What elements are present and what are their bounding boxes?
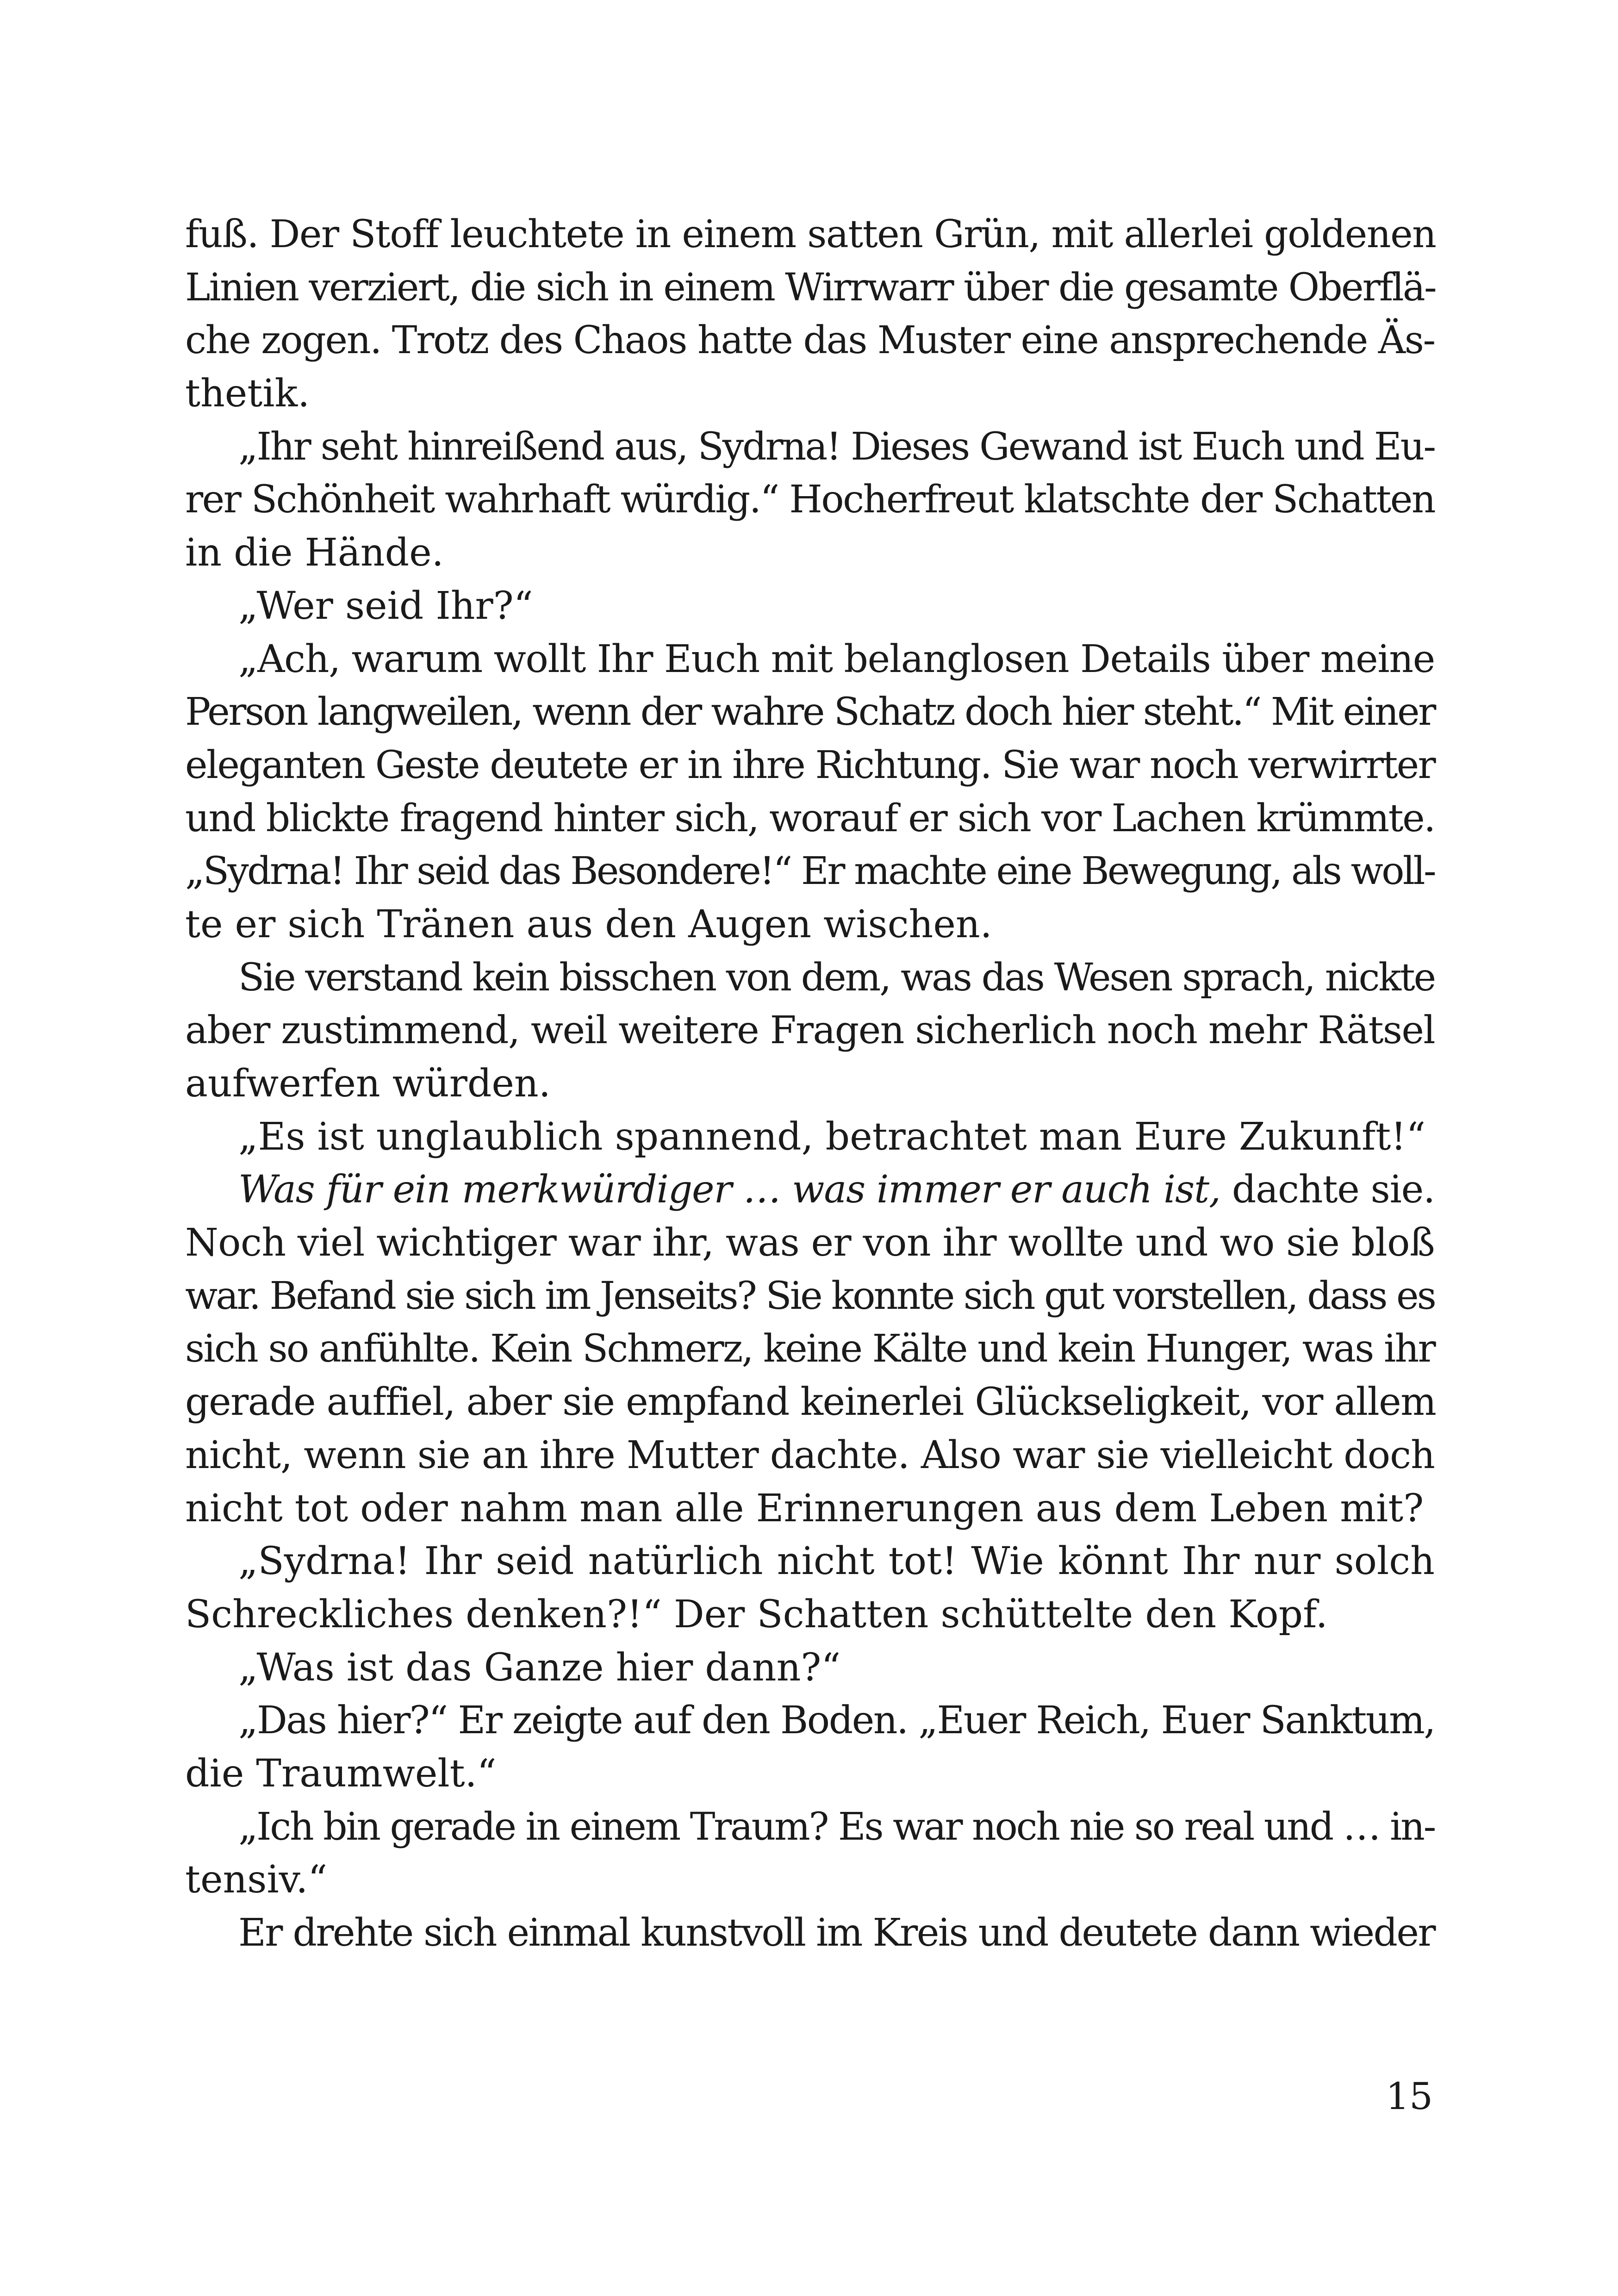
line-text: Person langweilen, wenn der wahre Schatz doch hier steht.“ Mit einer bbox=[185, 690, 1435, 734]
line-text: „Ihr seht hinreißend aus, Sydrna! Dieses Gewand ist Euch und Eu- bbox=[238, 424, 1435, 469]
line-text: Noch viel wichtiger war ihr, was er von ihr wollte und wo sie bloß bbox=[185, 1221, 1435, 1265]
line-text: war. Befand sie sich im Jenseits? Sie konnte sich gut vorstellen, dass es bbox=[185, 1274, 1435, 1318]
line-text: Linien verziert, die sich in einem Wirrwarr über die gesamte Oberflä- bbox=[185, 265, 1436, 310]
text-line bbox=[185, 792, 1435, 846]
line-text: che zogen. Trotz des Chaos hatte das Muster eine ansprechende Äs- bbox=[185, 318, 1435, 363]
text-line bbox=[185, 1323, 1435, 1376]
line-text: eleganten Geste deutete er in ihre Richtung. Sie war noch verwirrter bbox=[185, 743, 1435, 787]
line-text: „Was ist das Ganze hier dann?“ bbox=[238, 1645, 841, 1690]
text-line bbox=[185, 1588, 1435, 1642]
text-line bbox=[185, 527, 1435, 580]
line-text: fuß. Der Stoff leuchtete in einem satten Grün, mit allerlei goldenen bbox=[185, 212, 1436, 256]
text-line bbox=[185, 473, 1435, 527]
line-text: „Sydrna! Ihr seid das Besondere!“ Er machte eine Bewegung, als woll- bbox=[185, 849, 1435, 894]
text-line bbox=[185, 1642, 1435, 1695]
text-line bbox=[185, 739, 1435, 792]
line-text: aufwerfen würden. bbox=[185, 1062, 551, 1106]
text-line bbox=[185, 1111, 1435, 1164]
text-line bbox=[185, 1376, 1435, 1429]
line-text: die Traumwelt.“ bbox=[185, 1751, 497, 1796]
line-text: dachte sie. bbox=[1220, 1168, 1435, 1212]
text-line bbox=[185, 1429, 1435, 1482]
line-text: Er drehte sich einmal kunstvoll im Kreis und deutete dann wieder bbox=[238, 1911, 1435, 1955]
text-line bbox=[185, 314, 1435, 367]
text-line bbox=[185, 1058, 1435, 1111]
text-line bbox=[185, 1270, 1435, 1323]
text-line bbox=[185, 845, 1435, 898]
line-text: „Das hier?“ Er zeigte auf den Boden. „Euer Reich, Euer Sanktum, bbox=[238, 1699, 1435, 1743]
text-line bbox=[185, 580, 1435, 633]
text-line bbox=[185, 1217, 1435, 1270]
text-line bbox=[185, 1854, 1435, 1907]
text-line bbox=[185, 898, 1435, 952]
text-line bbox=[185, 367, 1435, 421]
text-line bbox=[185, 1748, 1435, 1801]
body-text bbox=[185, 208, 1435, 1960]
line-text: aber zustimmend, weil weitere Fragen sicherlich noch mehr Rätsel bbox=[185, 1008, 1435, 1053]
italic-thought: Was für ein merkwürdiger … was immer er auch ist, bbox=[238, 1168, 1220, 1212]
page-number: 15 bbox=[1386, 2075, 1433, 2118]
text-line bbox=[185, 686, 1435, 739]
line-text: „Ich bin gerade in einem Traum? Es war noch nie so real und … in- bbox=[238, 1804, 1435, 1849]
text-line bbox=[185, 261, 1435, 315]
line-text: „Es ist unglaublich spannend, betrachtet man Eure Zukunft!“ bbox=[238, 1114, 1426, 1159]
text-line bbox=[185, 1482, 1435, 1536]
line-text: Schreckliches denken?!“ Der Schatten schüttelte den Kopf. bbox=[185, 1592, 1328, 1636]
line-text: „Ach, warum wollt Ihr Euch mit belanglosen Details über meine bbox=[238, 637, 1435, 681]
text-line bbox=[185, 421, 1435, 474]
line-text: sich so anfühlte. Kein Schmerz, keine Kälte und kein Hunger, was ihr bbox=[185, 1327, 1435, 1371]
text-line bbox=[185, 1907, 1435, 1960]
line-text: Sie verstand kein bisschen von dem, was das Wesen sprach, nickte bbox=[238, 955, 1435, 1000]
text-line bbox=[185, 1164, 1435, 1217]
text-line bbox=[185, 1801, 1435, 1854]
line-text: thetik. bbox=[185, 372, 310, 416]
line-text: nicht, wenn sie an ihre Mutter dachte. Also war sie vielleicht doch bbox=[185, 1433, 1435, 1477]
line-text: „Sydrna! Ihr seid natürlich nicht tot! Wie könnt Ihr nur solch bbox=[238, 1539, 1435, 1584]
line-text: gerade auffiel, aber sie empfand keinerlei Glückseligkeit, vor allem bbox=[185, 1380, 1436, 1425]
line-text: rer Schönheit wahrhaft würdig.“ Hocherfreut klatschte der Schatten bbox=[185, 478, 1435, 522]
line-text: te er sich Tränen aus den Augen wischen. bbox=[185, 902, 992, 946]
line-text: nicht tot oder nahm man alle Erinnerungen aus dem Leben mit? bbox=[185, 1486, 1424, 1531]
line-text: tensiv.“ bbox=[185, 1858, 328, 1902]
text-line bbox=[185, 1694, 1435, 1748]
line-text: in die Hände. bbox=[185, 531, 444, 575]
text-line bbox=[185, 208, 1435, 261]
line-text: „Wer seid Ihr?“ bbox=[238, 584, 533, 628]
text-line bbox=[185, 1004, 1435, 1058]
line-text: und blickte fragend hinter sich, worauf er sich vor Lachen krümmte. bbox=[185, 796, 1435, 840]
text-line bbox=[185, 952, 1435, 1005]
text-line bbox=[185, 633, 1435, 686]
text-line bbox=[185, 1535, 1435, 1588]
